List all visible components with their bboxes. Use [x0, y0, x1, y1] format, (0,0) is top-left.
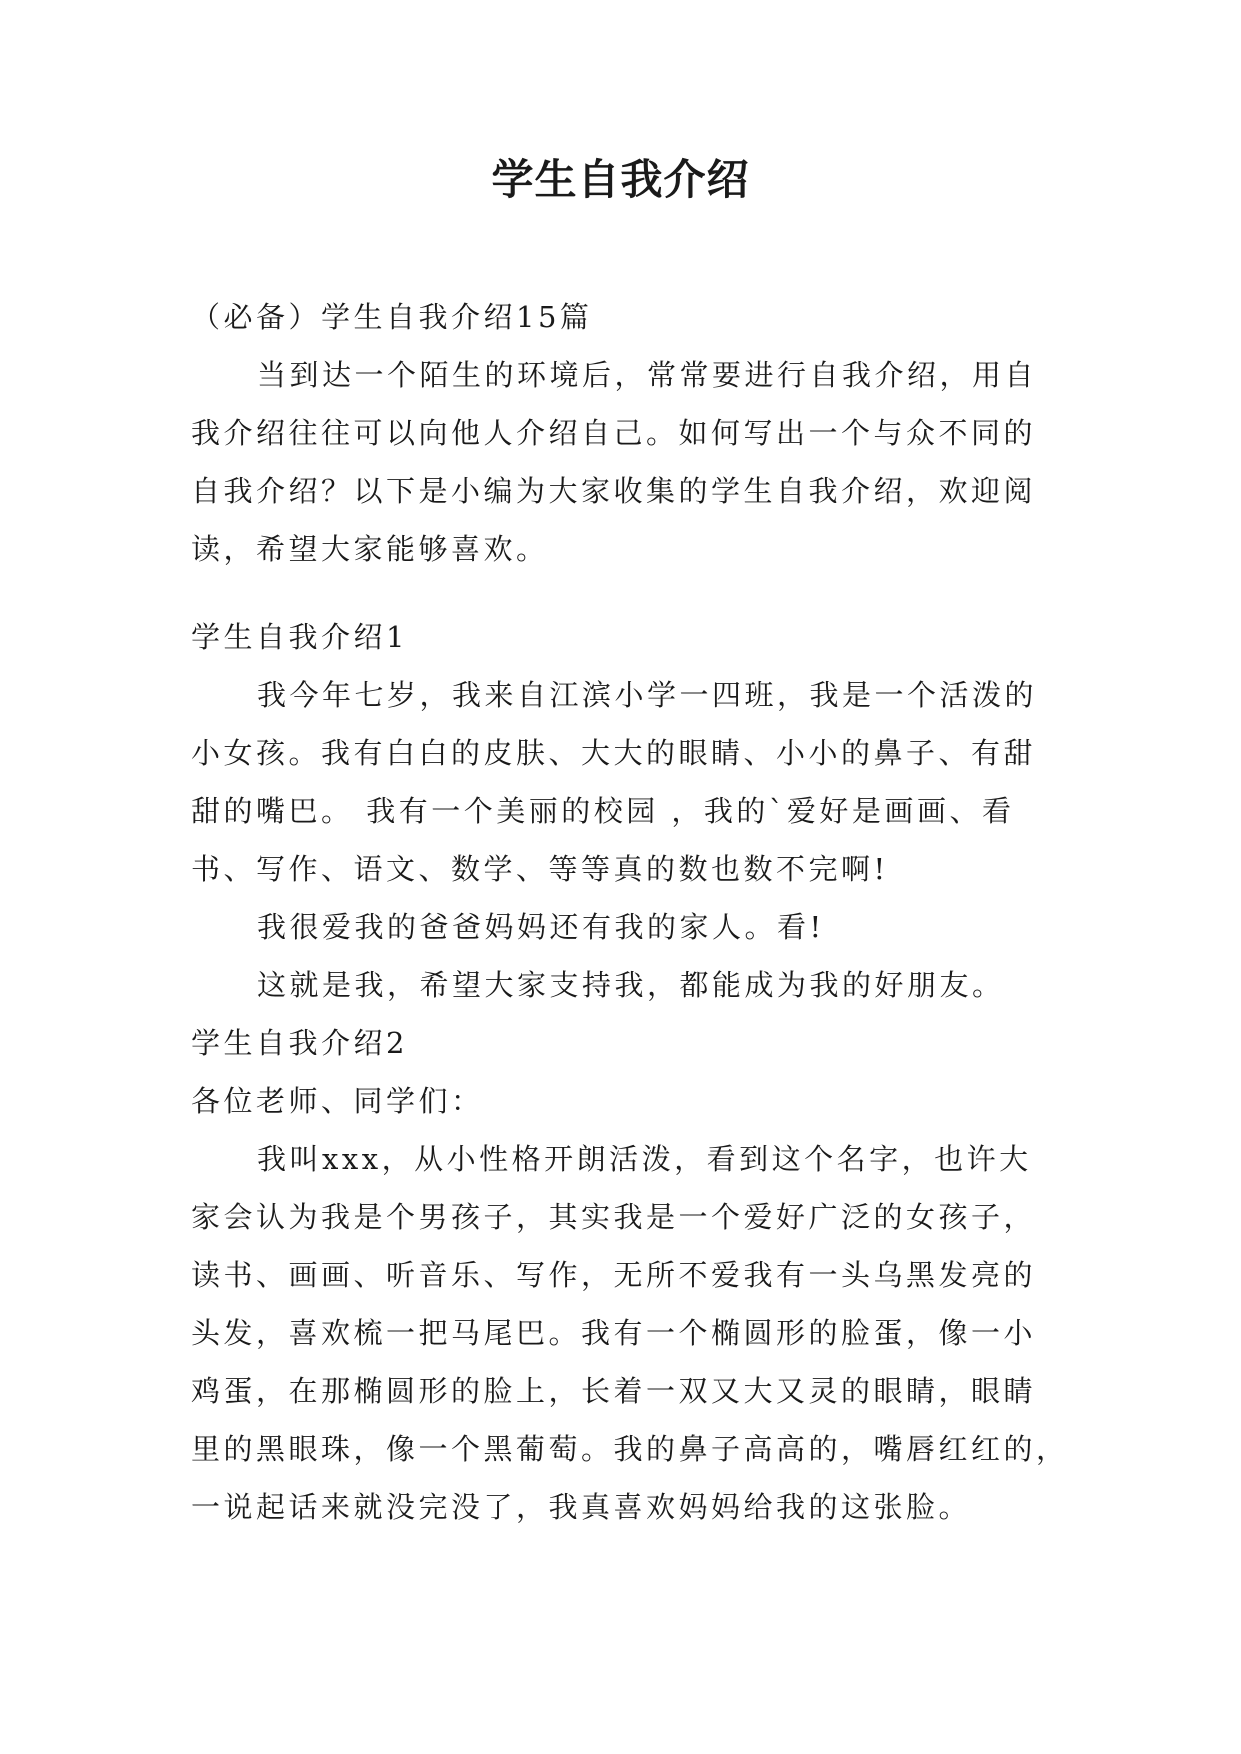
document-title: 学生自我介绍 [491, 155, 750, 204]
paragraph-line: 我今年七岁，我来自江滨小学一四班，我是一个活泼的 [257, 678, 1038, 712]
section1-paragraph-3 [191, 956, 1061, 1014]
paragraph-line: 甜的嘴巴。 我有一个美丽的校园 ，我的`爱好是画画、看 [191, 794, 1015, 828]
paragraph-line: 头发，喜欢梳一把马尾巴。我有一个椭圆形的脸蛋，像一小 [191, 1316, 1037, 1350]
intro-paragraph [191, 346, 1061, 578]
paragraph-line: 这就是我，希望大家支持我，都能成为我的好朋友。 [257, 968, 1005, 1002]
document-subtitle: （必备）学生自我介绍15篇 [191, 300, 593, 334]
paragraph-line: 里的黑眼珠，像一个黑葡萄。我的鼻子高高的，嘴唇红红的， [191, 1432, 1069, 1466]
section-heading-1: 学生自我介绍1 [191, 620, 408, 654]
section-gap [191, 578, 1061, 608]
paragraph-line: 读，希望大家能够喜欢。 [191, 532, 549, 566]
document-body [191, 288, 1069, 1536]
paragraph-line: 我介绍往往可以向他人介绍自己。如何写出一个与众不同的 [191, 416, 1037, 450]
paragraph-line: 家会认为我是个男孩子，其实我是一个爱好广泛的女孩子， [191, 1200, 1037, 1234]
paragraph-line: 读书、画画、听音乐、写作，无所不爱我有一头乌黑发亮的 [191, 1258, 1037, 1292]
paragraph-line: 我叫xxx，从小性格开朗活泼，看到这个名字，也许大 [257, 1142, 1032, 1176]
paragraph-line: 我很爱我的爸爸妈妈还有我的家人。看! [257, 910, 825, 944]
section1-paragraph-1 [191, 666, 1061, 898]
section2-paragraph-1 [191, 1130, 1069, 1536]
paragraph-line: 当到达一个陌生的环境后，常常要进行自我介绍，用自 [257, 358, 1038, 392]
paragraph-line: 一说起话来就没完没了，我真喜欢妈妈给我的这张脸。 [191, 1490, 972, 1524]
paragraph-line: 书、写作、语文、数学、等等真的数也数不完啊! [191, 852, 889, 886]
paragraph-line: 自我介绍？以下是小编为大家收集的学生自我介绍，欢迎阅 [191, 474, 1037, 508]
section-heading-2: 学生自我介绍2 [191, 1026, 408, 1060]
paragraph-line: 鸡蛋，在那椭圆形的脸上，长着一双又大又灵的眼睛，眼睛 [191, 1374, 1037, 1408]
paragraph-line: 小女孩。我有白白的皮肤、大大的眼睛、小小的鼻子、有甜 [191, 736, 1037, 770]
section1-paragraph-2 [191, 898, 1061, 956]
salutation: 各位老师、同学们： [191, 1084, 484, 1118]
